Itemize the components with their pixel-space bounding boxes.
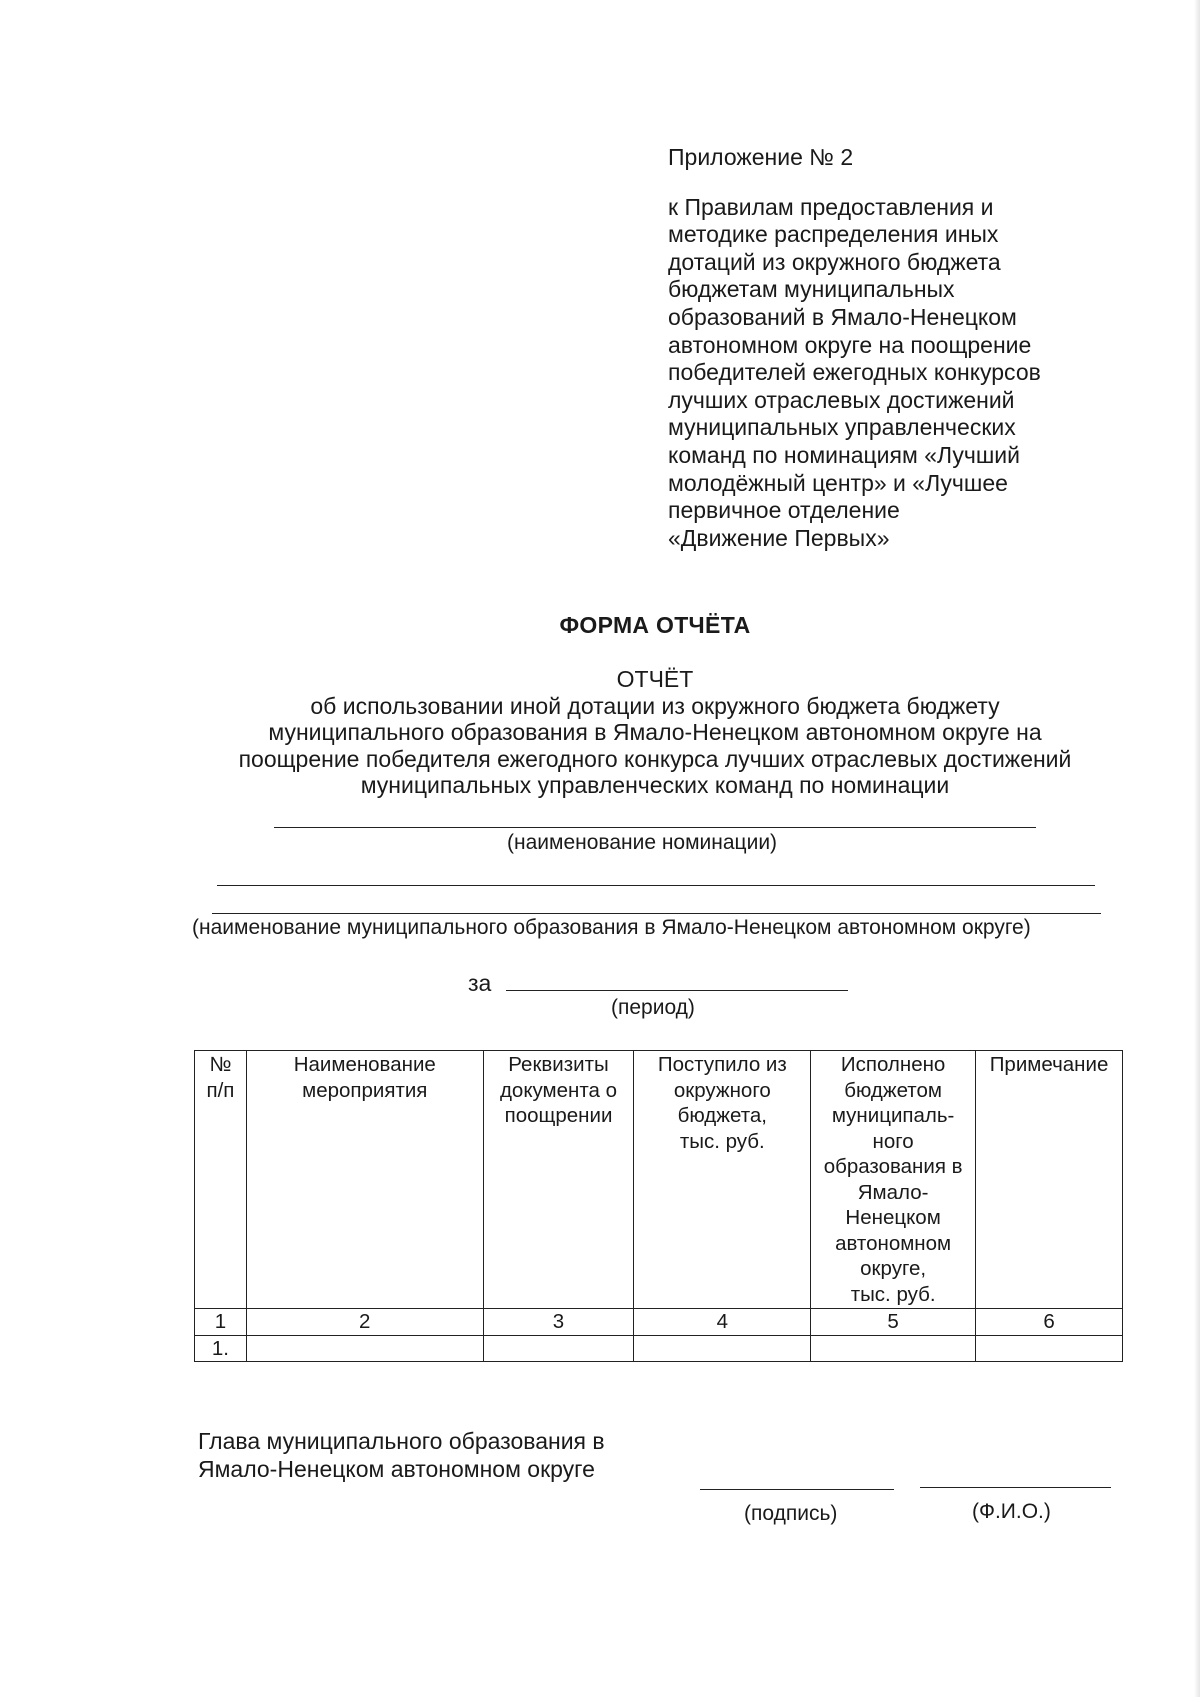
appendix-line: к Правилам предоставления и	[668, 193, 994, 220]
report-heading-block	[160, 666, 1150, 799]
column-number-cell: 3	[483, 1309, 634, 1336]
nomination-blank-line	[274, 827, 1036, 828]
municipality-blank-line	[217, 885, 1095, 886]
report-line: муниципальных управленческих команд по номинации	[360, 772, 950, 799]
appendix-text	[668, 194, 1138, 553]
page-edge	[1194, 0, 1200, 1697]
appendix-line: победителей ежегодных конкурсов	[668, 359, 1041, 386]
appendix-line: муниципальных управленческих	[668, 414, 1016, 441]
nomination-caption: (наименование номинации)	[507, 831, 778, 854]
appendix-line: дотаций из окружного бюджета	[668, 248, 1001, 275]
column-number-cell: 5	[811, 1309, 976, 1336]
report-line: поощрение победителя ежегодного конкурса лучших отраслевых достижений	[238, 745, 1072, 772]
appendix-line: «Движение Первых»	[668, 524, 890, 551]
header-text: поощрении	[504, 1104, 613, 1127]
appendix-line: образований в Ямало-Ненецком	[668, 303, 1017, 330]
table-header-row	[195, 1051, 1123, 1309]
header-text: Ненецком	[845, 1206, 941, 1229]
signature-title-line: Глава муниципального образования в	[198, 1428, 605, 1454]
municipality-blank-line	[212, 913, 1101, 914]
table-cell	[483, 1335, 634, 1362]
report-heading: ОТЧЁТ	[616, 666, 694, 692]
appendix-title: Приложение № 2	[668, 144, 854, 170]
header-text: п/п	[206, 1078, 235, 1102]
period-prefix: за	[468, 970, 492, 996]
header-text: бюджетом	[844, 1078, 942, 1102]
header-text: бюджета,	[677, 1104, 767, 1127]
header-text: муниципаль-	[831, 1104, 955, 1127]
appendix-line: первичное отделение	[668, 497, 900, 524]
report-line: муниципального образования в Ямало-Ненецком автономном округе на	[268, 719, 1042, 746]
appendix-line: методике распределения иных	[668, 221, 999, 248]
form-title: ФОРМА ОТЧЁТА	[559, 612, 751, 638]
appendix-line: бюджетам муниципальных	[668, 276, 955, 303]
header-text: Примечание	[989, 1053, 1109, 1076]
appendix-line: лучших отраслевых достижений	[668, 386, 1015, 413]
signature-caption: (подпись)	[744, 1502, 838, 1525]
header-text: №	[209, 1053, 232, 1076]
column-number-cell: 6	[976, 1309, 1123, 1336]
signature-title-line: Ямало-Ненецком автономном округе	[198, 1455, 595, 1482]
header-text: Наименование	[293, 1053, 436, 1076]
header-text: документа о	[499, 1078, 618, 1102]
table-cell	[976, 1335, 1123, 1362]
header-text: Поступило из	[657, 1053, 787, 1076]
table-cell: 1.	[195, 1335, 247, 1362]
header-text: тыс. руб.	[679, 1129, 765, 1153]
period-caption: (период)	[611, 996, 695, 1019]
name-blank-line	[920, 1487, 1111, 1488]
header-text: окружного	[673, 1078, 771, 1102]
header-text: округе,	[860, 1257, 927, 1280]
header-cell-document-details	[483, 1051, 634, 1309]
header-text: Исполнено	[840, 1053, 946, 1076]
signature-blank-line	[700, 1489, 894, 1490]
appendix-block	[668, 144, 1138, 552]
header-text: автономном	[835, 1231, 952, 1255]
report-line: об использовании иной дотации из окружного бюджета бюджету	[310, 692, 1000, 719]
column-number-cell: 4	[634, 1309, 811, 1336]
header-text: ного	[872, 1129, 914, 1153]
column-number-row	[195, 1309, 1123, 1336]
header-text: тыс. руб.	[850, 1282, 936, 1306]
table-cell	[246, 1335, 483, 1362]
header-text: Реквизиты	[508, 1053, 609, 1076]
header-cell-event-name	[246, 1051, 483, 1309]
period-blank-line	[506, 990, 848, 991]
header-cell-received-amount	[634, 1051, 811, 1309]
table-cell	[811, 1335, 976, 1362]
header-cell-number	[195, 1051, 247, 1309]
table-cell	[634, 1335, 811, 1362]
table-row	[195, 1335, 1123, 1362]
header-cell-note	[976, 1051, 1123, 1309]
appendix-line: молодёжный центр» и «Лучшее	[668, 469, 1008, 496]
column-number-cell: 1	[195, 1309, 247, 1336]
name-caption: (Ф.И.О.)	[972, 1500, 1051, 1523]
column-number-cell: 2	[246, 1309, 483, 1336]
header-text: образования в	[823, 1155, 963, 1178]
report-table	[194, 1050, 1123, 1362]
header-text: мероприятия	[302, 1078, 428, 1102]
appendix-line: автономном округе на поощрение	[668, 331, 1032, 358]
appendix-line: команд по номинациям «Лучший	[668, 441, 1020, 468]
header-text: Ямало-	[857, 1180, 929, 1204]
signature-title	[198, 1428, 605, 1483]
header-cell-executed-amount	[811, 1051, 976, 1309]
municipality-caption: (наименование муниципального образования в Ямало-Ненецком автономном округе)	[192, 916, 1031, 939]
